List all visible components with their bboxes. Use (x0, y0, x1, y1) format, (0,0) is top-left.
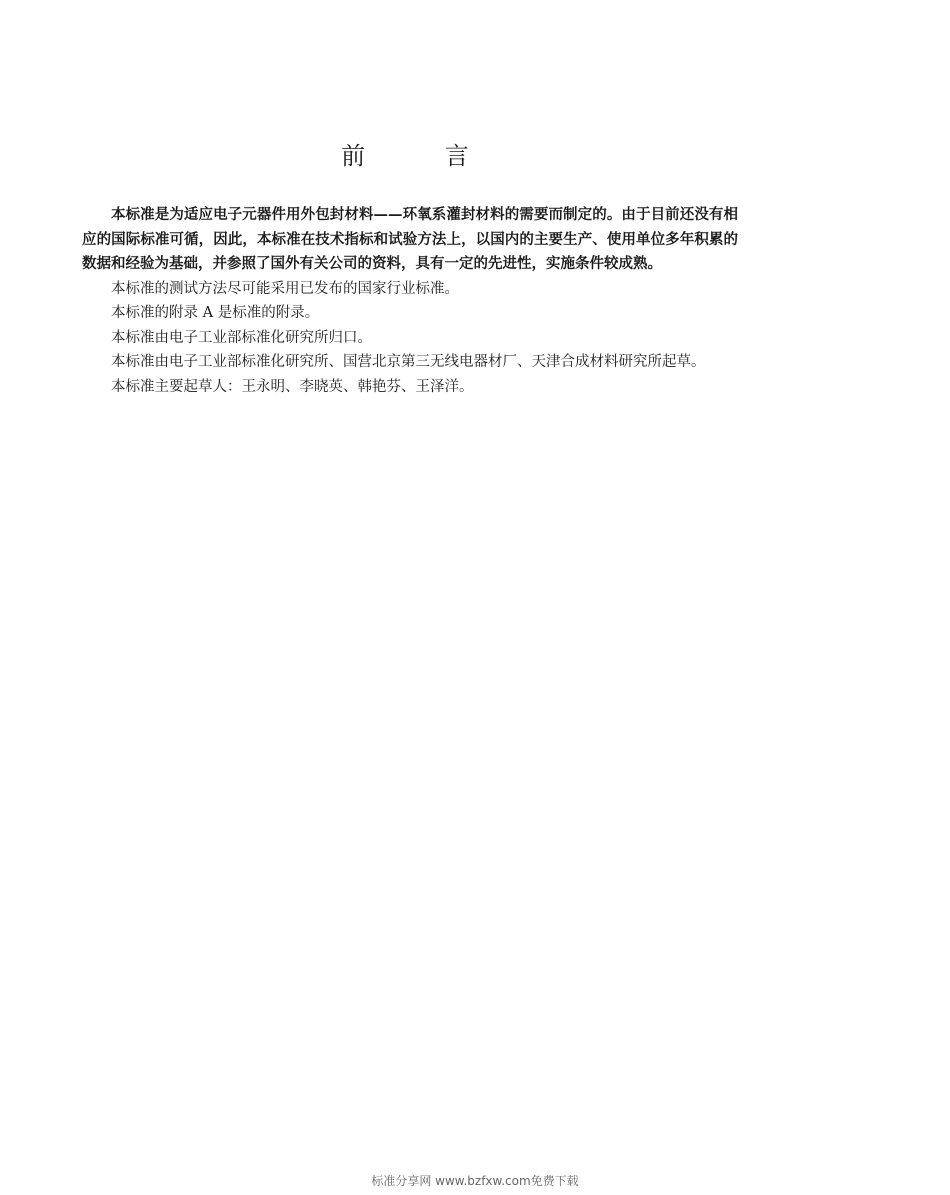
paragraph-drafting-units: 本标准由电子工业部标准化研究所、国营北京第三无线电器材厂、天津合成材料研究所起草。 (111, 354, 706, 370)
paragraph-responsible-unit: 本标准由电子工业部标准化研究所归口。 (111, 329, 372, 346)
paragraph-drafters: 本标准主要起草人：王永明、李晓英、韩艳芬、王泽洋。 (111, 378, 474, 395)
preface-body (82, 203, 738, 399)
footer-watermark: 标准分享网 www.bzfxw.com免费下载 (371, 1174, 579, 1188)
page-title: 前 言 (341, 142, 505, 170)
paragraph-purpose: 本标准是为适应电子元器件用外包封材料——环氧系灌封材料的需要而制定的。由于目前还没有相应的国际标准可循，因此，本标准在技术指标和试验方法上，以国内的主要生产、使用单位多年积累的数据和经验为基础，并参照了国外有关公司的资料，具有一定的先进性，实施条件较成熟。 (82, 206, 738, 272)
paragraph-appendix: 本标准的附录 A 是标准的附录。 (111, 305, 320, 321)
paragraph-test-methods: 本标准的测试方法尽可能采用已发布的国家行业标准。 (111, 280, 459, 297)
